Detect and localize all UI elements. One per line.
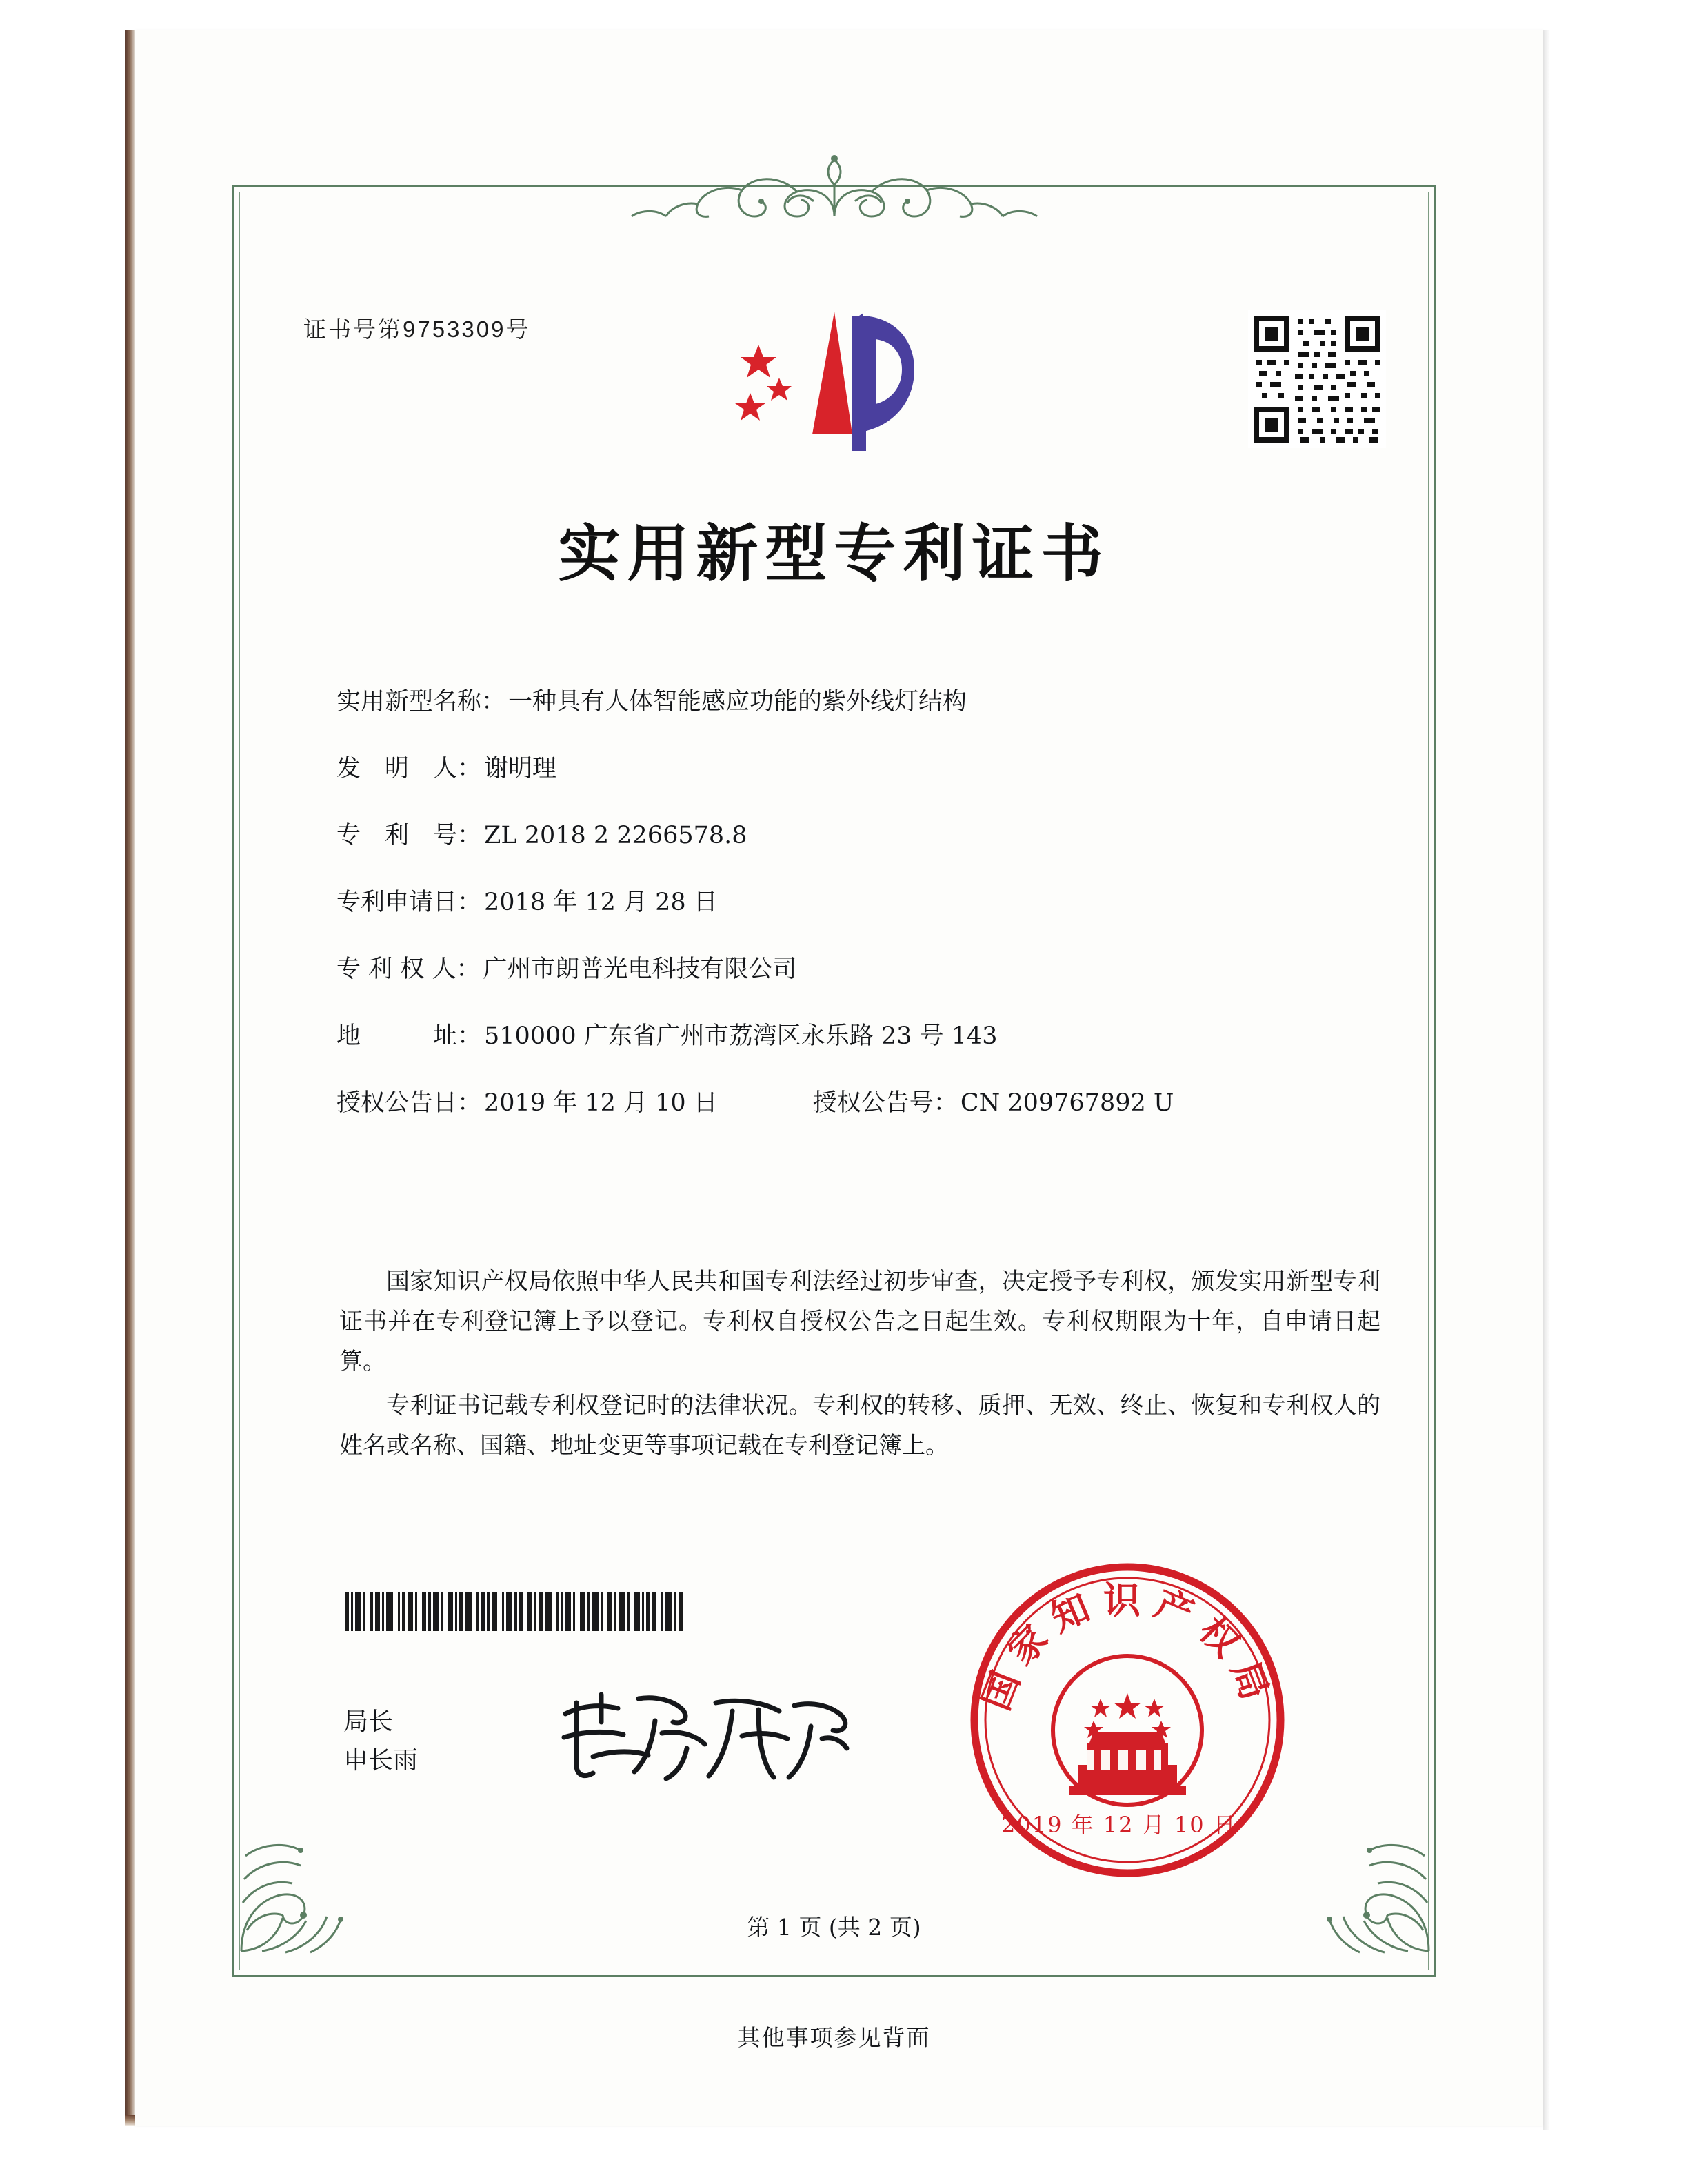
signature-name: 申长雨	[343, 1746, 419, 1775]
field-row-application-date	[336, 883, 1385, 918]
scan-shadow-right	[1543, 30, 1550, 2130]
barcode-icon	[345, 1593, 696, 1631]
legal-text	[339, 1262, 1380, 1470]
grant-number-label: 授权公告号：	[812, 1089, 958, 1117]
legal-paragraph-2: 专利证书记载专利权登记时的法律状况。专利权的转移、质押、无效、终止、恢复和专利权人的姓名或名称、国籍、地址变更等事项记载在专利登记簿上。	[339, 1392, 1380, 1459]
field-row-grant-announcement	[336, 1084, 1385, 1118]
page-title: 实用新型专利证书	[558, 517, 1110, 590]
field-value: 一种具有人体智能感应功能的紫外线灯结构	[508, 688, 967, 716]
field-label: 实用新型名称：	[336, 688, 506, 716]
field-value: 广州市朗普光电科技有限公司	[483, 956, 797, 983]
back-side-note: 其他事项参见背面	[737, 2024, 931, 2051]
legal-paragraph-1: 国家知识产权局依照中华人民共和国专利法经过初步审查，决定授予专利权，颁发实用新型专利证书并在专利登记簿上予以登记。专利权自授权公告之日起生效。专利权期限为十年，自申请日起算。	[339, 1268, 1380, 1375]
svg-text:国家知识产权局: 国家知识产权局	[973, 1578, 1282, 1717]
field-list	[336, 682, 1385, 1151]
field-label: 专 利 号：	[336, 822, 482, 849]
field-value: ZL 2018 2 2266578.8	[484, 822, 747, 849]
grant-number-value: CN 209767892 U	[960, 1089, 1174, 1117]
qr-code-icon	[1248, 310, 1386, 448]
signature-title: 局长	[343, 1708, 394, 1736]
seal-date: 2019 年 12 月 10 日	[1001, 1812, 1237, 1838]
certificate-number: 证书号第9753309号	[303, 316, 531, 342]
grant-date-label: 授权公告日：	[336, 1089, 482, 1117]
field-label: 专 利 权 人：	[336, 956, 481, 983]
handwritten-signature-icon	[552, 1682, 862, 1792]
top-ornament-icon	[607, 153, 1062, 219]
field-value: 510000 广东省广州市荔湾区永乐路 23 号 143	[484, 1022, 998, 1050]
field-label: 发 明 人：	[336, 755, 482, 782]
field-value: 2018 年 12 月 28 日	[484, 889, 718, 916]
field-label: 地 址：	[336, 1022, 482, 1050]
grant-date-value: 2019 年 12 月 10 日	[484, 1089, 718, 1117]
field-row-patent-number	[336, 816, 1385, 851]
page-number: 第 1 页 (共 2 页)	[747, 1914, 921, 1941]
field-row-utility-model-name	[336, 682, 1385, 717]
field-row-address	[336, 1017, 1385, 1051]
field-row-patentee	[336, 950, 1385, 984]
field-label: 专利申请日：	[336, 889, 482, 916]
signature-block	[343, 1703, 418, 1780]
field-row-inventor	[336, 749, 1385, 784]
cnipa-emblem-icon	[731, 303, 952, 462]
field-value: 谢明理	[484, 755, 557, 782]
